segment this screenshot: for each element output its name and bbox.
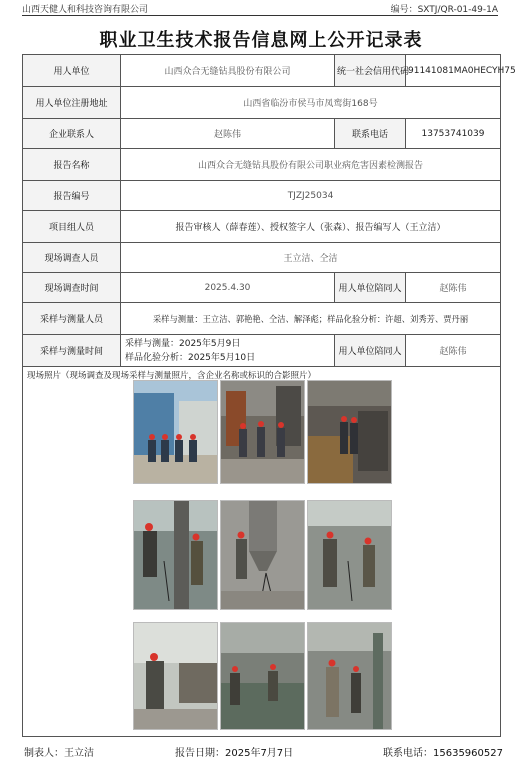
- footer-author: 制表人：王立洁: [24, 748, 94, 759]
- label-contact: 企业联系人: [23, 119, 121, 149]
- label-accompany-2: 用人单位陪同人: [335, 335, 406, 367]
- label-address: 用人单位注册地址: [23, 87, 121, 119]
- row-sampling-time: [23, 335, 501, 367]
- sampling-time-line1: 采样与测量：2025年5月9日: [125, 338, 241, 349]
- value-report-no: TJZJ25034: [121, 181, 501, 211]
- label-phone: 联系电话: [335, 119, 406, 149]
- value-report-name: 山西众合无缝钻具股份有限公司职业病危害因素检测报告: [121, 149, 501, 181]
- label-survey-staff: 现场调查人员: [23, 243, 121, 273]
- value-sampling-staff: 采样与测量：王立洁、郭艳艳、仝洁、解泽彪；样品化验分析：许超、刘秀芳、贾丹丽: [121, 303, 501, 335]
- row-report-no: [23, 181, 501, 211]
- row-address: [23, 87, 501, 119]
- value-credit-code: 91141081MA0HECYH75: [406, 55, 501, 87]
- footer-date: 报告日期：2025年7月7日: [175, 748, 294, 759]
- label-sampling-time: 采样与测量时间: [23, 335, 121, 367]
- footer-phone: 联系电话：15635960527: [383, 748, 503, 759]
- label-team: 项目组人员: [23, 211, 121, 243]
- value-team: 报告审核人（薛春莲）、授权签字人（张森）、报告编写人（王立洁）: [121, 211, 501, 243]
- label-report-no: 报告编号: [23, 181, 121, 211]
- site-photo-furnace: [307, 380, 392, 484]
- header-divider: [22, 15, 498, 16]
- page-title: 职业卫生技术报告信息网上公开记录表: [99, 30, 423, 51]
- site-photo-workshop-2: [220, 622, 305, 730]
- value-accompany: 赵陈伟: [406, 273, 501, 303]
- value-survey-staff: 王立洁、仝洁: [121, 243, 501, 273]
- site-photo-sampling-3: [307, 500, 392, 610]
- value-employer: 山西众合无缝钻具股份有限公司: [121, 55, 335, 87]
- label-credit-code: 统一社会信用代码: [335, 55, 406, 87]
- value-sampling-time: [121, 335, 335, 367]
- photos-caption: 现场照片（现场调查及现场采样与测量照片，含企业名称或标识的合影照片）: [27, 371, 317, 381]
- value-survey-time: 2025.4.30: [121, 273, 335, 303]
- label-report-name: 报告名称: [23, 149, 121, 181]
- photos-cell: [23, 367, 501, 737]
- header-company: 山西天健人和科技咨询有限公司: [22, 5, 149, 15]
- record-table: [22, 54, 516, 737]
- row-survey-time: [23, 273, 501, 303]
- header-doc-number: 编号：SXTJ/QR-01-49-1A: [390, 5, 498, 15]
- label-accompany: 用人单位陪同人: [335, 273, 406, 303]
- sampling-time-line2: 样品化验分析：2025年5月10日: [125, 352, 256, 363]
- row-photos: [23, 367, 501, 737]
- site-photo-group-outdoor: [133, 380, 218, 484]
- row-employer: [23, 55, 501, 87]
- label-survey-time: 现场调查时间: [23, 273, 121, 303]
- site-photo-workshop-1: [220, 380, 305, 484]
- site-photo-control-room: [133, 622, 218, 730]
- value-contact: 赵陈伟: [121, 119, 335, 149]
- row-sampling-staff: [23, 303, 501, 335]
- label-employer: 用人单位: [23, 55, 121, 87]
- site-photo-workshop-3: [307, 622, 392, 730]
- row-team: [23, 211, 501, 243]
- row-contact: [23, 119, 501, 149]
- row-report-name: [23, 149, 501, 181]
- site-photo-sampling-1: [133, 500, 218, 610]
- site-photo-sampling-2: [220, 500, 305, 610]
- label-sampling-staff: 采样与测量人员: [23, 303, 121, 335]
- value-phone: 13753741039: [406, 119, 501, 149]
- row-survey-staff: [23, 243, 501, 273]
- value-address: 山西省临汾市侯马市凤鸾街168号: [121, 87, 501, 119]
- value-accompany-2: 赵陈伟: [406, 335, 501, 367]
